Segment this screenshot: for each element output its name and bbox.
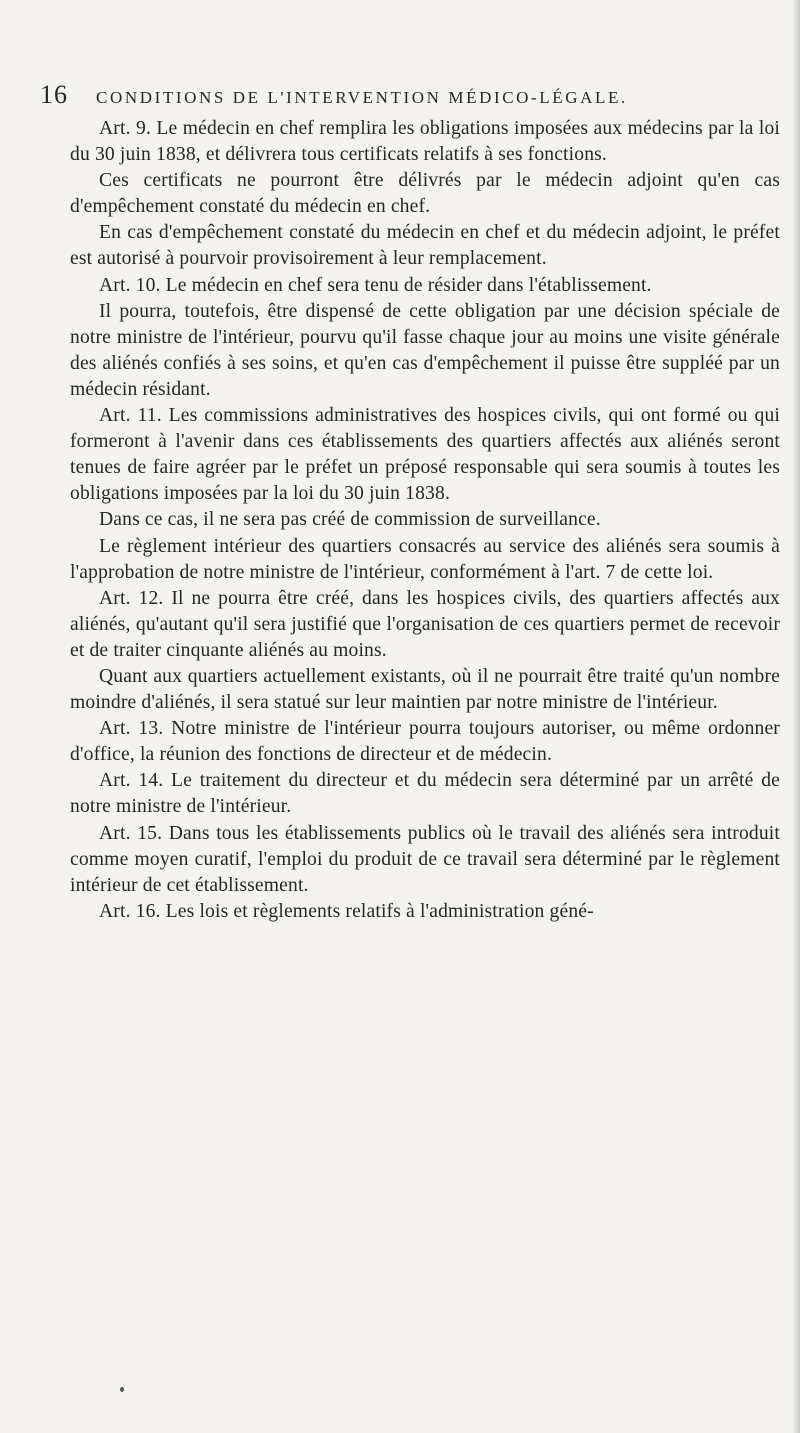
- page-number: 16: [40, 80, 68, 109]
- body-text: [70, 116, 780, 925]
- paragraph-art-16: Art. 16. Les lois et règlements relatifs à l'administration géné-: [99, 900, 594, 922]
- paragraph-art-11: Art. 11. Les commissions administratives des hospices civils, qui ont formé ou qui formeront à l'avenir dans ces établissements des quartiers affectés aux aliénés seront tenues de faire agréer par le préfet un préposé responsable qui sera soumis à toutes les obligations imposées par la loi du 30 juin 1838.: [70, 405, 780, 505]
- scan-speck: [120, 1387, 124, 1392]
- paragraph-art-10: Art. 10. Le médecin en chef sera tenu de résider dans l'établissement.: [99, 274, 652, 296]
- paragraph-dispense: Il pourra, toutefois, être dispensé de cette obligation par une décision spéciale de notre ministre de l'intérieur, pourvu qu'il fasse chaque jour au moins une visite générale des aliénés confiés à ses soins, et qu'en cas d'empêchement il puisse être suppléé par un médecin résidant.: [70, 300, 780, 400]
- paragraph-certificats: Ces certificats ne pourront être délivrés par le médecin adjoint qu'en cas d'empêchement constaté du médecin en chef.: [70, 170, 780, 218]
- paragraph-commission: Dans ce cas, il ne sera pas créé de commission de surveillance.: [99, 509, 601, 531]
- paragraph-art-9: Art. 9. Le médecin en chef remplira les obligations imposées aux médecins par la loi du 30 juin 1838, et délivrera tous certificats relatifs à ses fonctions.: [70, 118, 780, 166]
- book-page: [40, 80, 780, 925]
- page-edge-shadow: [792, 0, 800, 1433]
- paragraph-reglement: Le règlement intérieur des quartiers consacrés au service des aliénés sera soumis à l'approbation de notre ministre de l'intérieur, conformément à l'art. 7 de cette loi.: [70, 535, 780, 583]
- paragraph-art-12: Art. 12. Il ne pourra être créé, dans les hospices civils, des quartiers affectés aux aliénés, qu'autant qu'il sera justifié que l'organisation de ces quartiers permet de recevoir et de traiter cinquante aliénés au moins.: [70, 587, 780, 661]
- paragraph-art-13: Art. 13. Notre ministre de l'intérieur pourra toujours autoriser, ou même ordonner d'office, la réunion des fonctions de directeur et de médecin.: [70, 718, 780, 766]
- paragraph-art-14: Art. 14. Le traitement du directeur et du médecin sera déterminé par un arrêté de notre ministre de l'intérieur.: [70, 770, 780, 818]
- paragraph-art-15: Art. 15. Dans tous les établissements publics où le travail des aliénés sera introduit comme moyen curatif, l'emploi du produit de ce travail sera déterminé par le règlement intérieur de cet établissement.: [70, 822, 780, 896]
- paragraph-quartiers: Quant aux quartiers actuellement existants, où il ne pourrait être traité qu'un nombre moindre d'aliénés, il sera statué sur leur maintien par notre ministre de l'intérieur.: [70, 665, 780, 714]
- running-title: CONDITIONS DE L'INTERVENTION MÉDICO-LÉGALE.: [96, 88, 628, 107]
- paragraph-empechement: En cas d'empêchement constaté du médecin en chef et du médecin adjoint, le préfet est autorisé à pourvoir provisoirement à leur remplacement.: [70, 222, 780, 270]
- page-header: [40, 80, 780, 116]
